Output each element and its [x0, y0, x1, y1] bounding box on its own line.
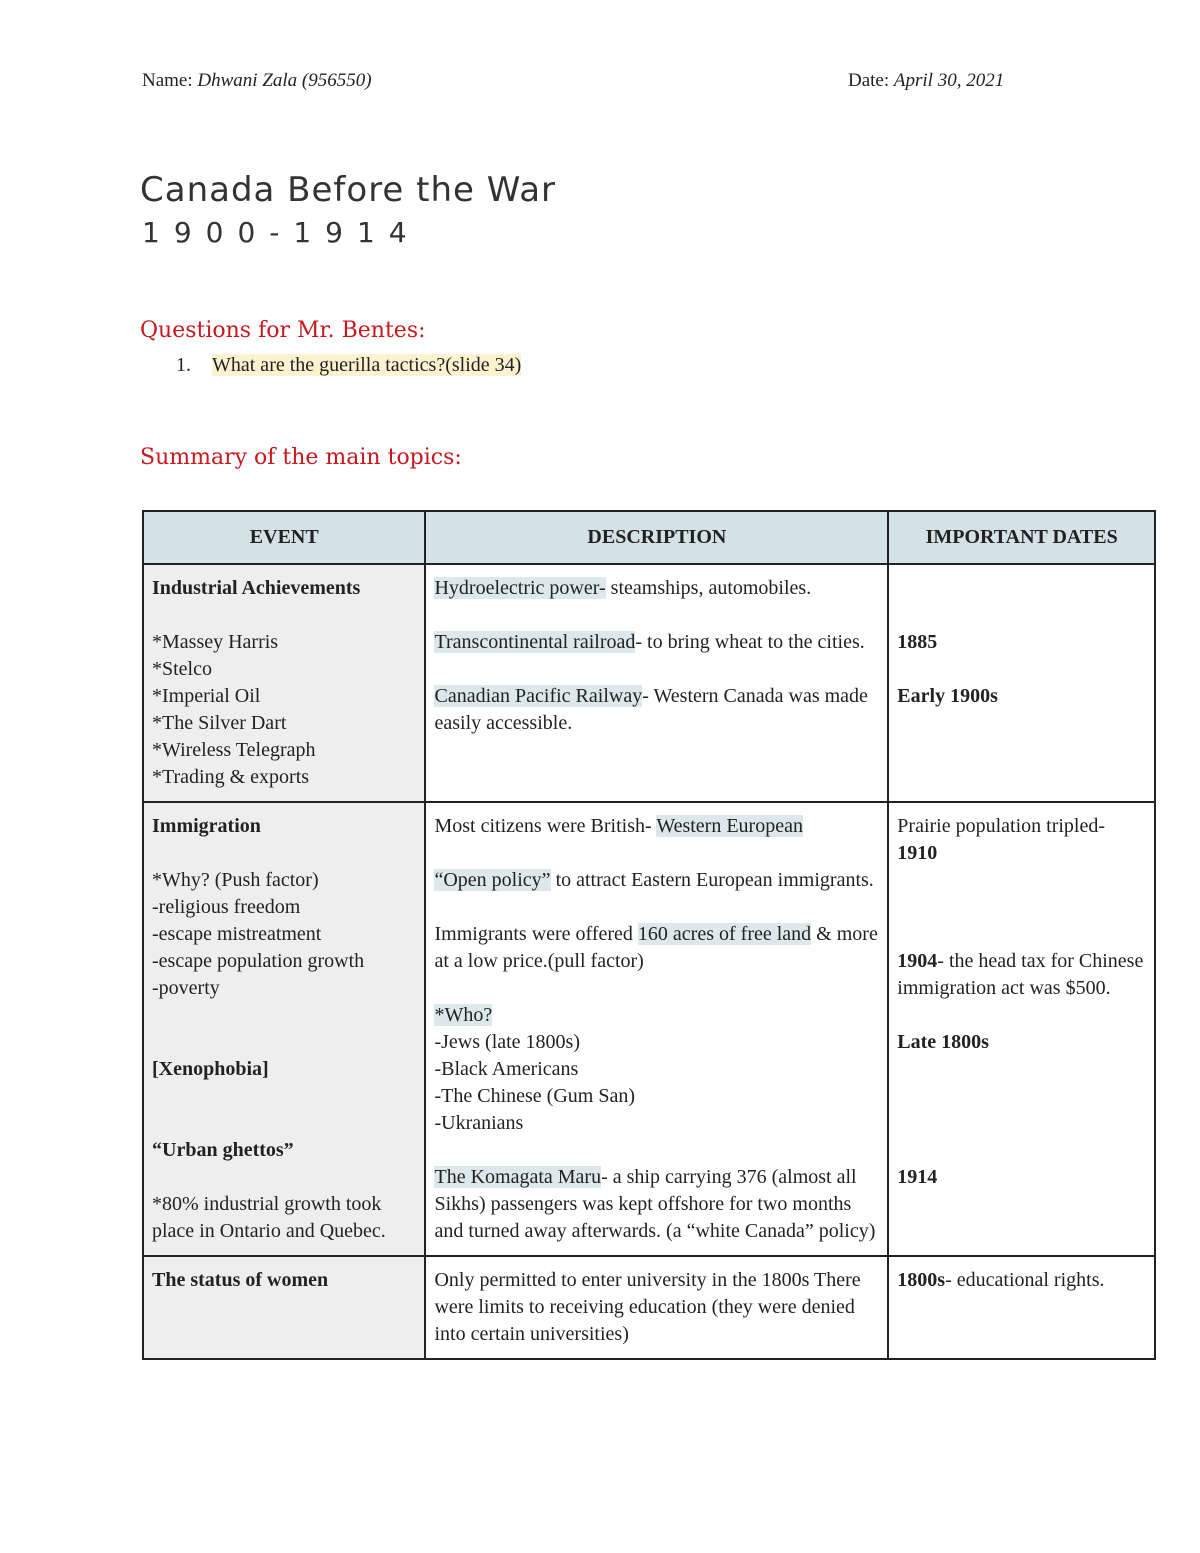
table-row [143, 1256, 1155, 1359]
question-item: 1. What are the guerilla tactics?(slide 34) [176, 354, 522, 376]
description-cell: Hydroelectric power- steamships, automobiles. Transcontinental railroad- to bring wheat to the cities. Canadian Pacific Railway- Western Canada was made easily accessible. [425, 564, 888, 802]
document-years: 1900-1914 [142, 216, 421, 249]
event-cell: The status of women [143, 1256, 425, 1359]
table-row [143, 564, 1155, 802]
questions-list [176, 354, 521, 377]
column-header-event: EVENT [143, 511, 425, 564]
student-name: Name: Dhwani Zala (956550) [142, 70, 372, 91]
table-header-row [143, 511, 1155, 564]
student-name-value: Dhwani Zala (956550) [197, 70, 372, 91]
event-cell: Industrial Achievements *Massey Harris *Stelco *Imperial Oil *The Silver Dart *Wireless Telegraph *Trading & exports [143, 564, 425, 802]
column-header-description: DESCRIPTION [425, 511, 888, 564]
dates-cell: 1800s- educational rights. [888, 1256, 1155, 1359]
event-cell: Immigration *Why? (Push factor) -religious freedom -escape mistreatment -escape population growth -poverty [Xenophobia] “Urban ghettos” *80% industrial growth took place in Ontario and Quebec. [143, 802, 425, 1256]
dates-cell: 1885 Early 1900s [888, 564, 1155, 802]
table-row [143, 802, 1155, 1256]
summary-table [142, 510, 1156, 1360]
document-date-value: April 30, 2021 [893, 70, 1005, 91]
summary-heading: Summary of the main topics: [140, 445, 462, 470]
dates-cell: Prairie population tripled- 1910 1904- the head tax for Chinese immigration act was $500. Late 1800s 1914 [888, 802, 1155, 1256]
description-cell: Only permitted to enter university in the 1800s There were limits to receiving education (they were denied into certain universities) [425, 1256, 888, 1359]
question-text: What are the guerilla tactics?(slide 34) [212, 354, 522, 376]
document-title: Canada Before the War [140, 170, 557, 210]
description-cell: Most citizens were British- Western European “Open policy” to attract Eastern European immigrants. Immigrants were offered 160 acres of free land & more at a low price.(pull factor) *Who? -Jews (late 1800s) -Black Americans -The Chinese (Gum San) -Ukranians The Komagata Maru- a ship carrying 376 (almost all Sikhs) passengers was kept offshore for two months and turned away afterwards. (a “white Canada” policy) [425, 802, 888, 1256]
questions-heading: Questions for Mr. Bentes: [140, 318, 426, 343]
document-date: Date: April 30, 2021 [848, 70, 1005, 91]
column-header-dates: IMPORTANT DATES [888, 511, 1155, 564]
